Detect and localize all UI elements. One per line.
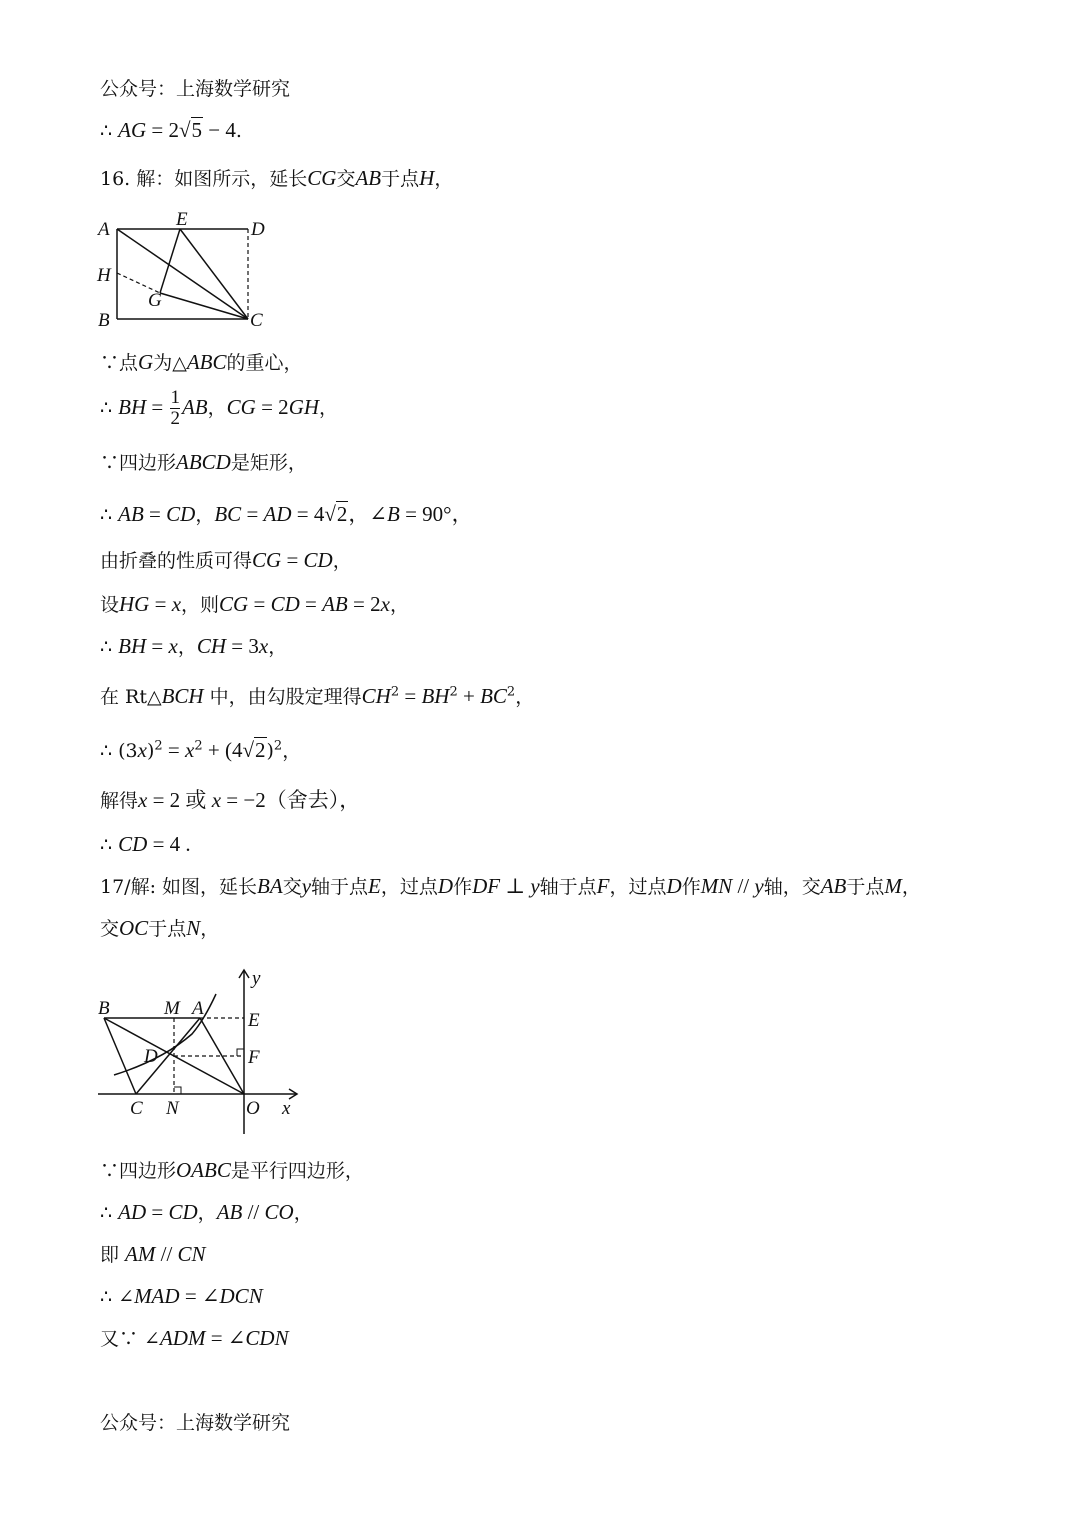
problem-17-intro-cont: 交OC于点N， <box>100 916 220 940</box>
label-d: D <box>251 219 265 240</box>
label-c: C <box>250 310 263 331</box>
line-bh-ch: ∴ BH = x，CH = 3x， <box>100 634 288 658</box>
label-f: F <box>248 1047 260 1068</box>
line-ag-result: ∴ AG = 2√5 − 4. <box>100 118 242 142</box>
label-b: B <box>98 310 110 331</box>
line-parallelogram: ∵四边形OABC是平行四边形， <box>100 1158 364 1182</box>
figure-parallelogram-oabc <box>92 962 312 1142</box>
label-d: D <box>144 1046 158 1067</box>
figure-rectangle-abcd <box>92 205 282 335</box>
line-am-cn: 即 AM // CN <box>100 1242 206 1266</box>
label-x: x <box>282 1098 291 1119</box>
line-cd-result: ∴ CD = 4 . <box>100 832 191 856</box>
line-solve: 解得x = 2 或 x = −2（舍去）， <box>100 788 361 812</box>
line-equation: ∴ $(3x)^2 = x^2 + (4√2)^2$， <box>100 738 302 762</box>
label-m: M <box>164 998 180 1019</box>
line-ab-cd: ∴ AB = CD，BC = AD = 4√2，∠B = 90°， <box>100 502 473 526</box>
line-rectangle: ∵四边形ABCD是矩形， <box>100 450 307 474</box>
label-e: E <box>176 209 188 230</box>
line-pythagoras: 在 Rt△BCH 中，由勾股定理得$CH^2 = BH^2 + BC^2$， <box>100 684 535 708</box>
line-folding: 由折叠的性质可得CG = CD， <box>100 548 352 572</box>
label-c: C <box>130 1098 143 1119</box>
label-a: A <box>192 998 204 1019</box>
line-let-hg: 设HG = x，则CG = CD = AB = 2x， <box>100 592 409 616</box>
line-angle-adm: 又∵ ∠ADM = ∠CDN <box>100 1326 289 1350</box>
label-h: H <box>97 265 111 286</box>
label-a: A <box>98 219 110 240</box>
line-centroid: ∵点G为△ABC的重心， <box>100 350 303 374</box>
line-ad-cd: ∴ AD = CD，AB // CO， <box>100 1200 313 1224</box>
label-b: B <box>98 998 110 1019</box>
header-watermark: 公众号：上海数学研究 <box>100 78 291 100</box>
label-n: N <box>166 1098 179 1119</box>
label-e: E <box>248 1010 260 1031</box>
line-angle-mad: ∴ ∠MAD = ∠DCN <box>100 1284 263 1308</box>
line-bh-half-ab: ∴ BH = $\frac{1}{2}$ AB，CG = 2GH， <box>100 387 339 429</box>
label-g: G <box>148 290 162 311</box>
footer-watermark: 公众号：上海数学研究 <box>100 1412 291 1434</box>
label-y: y <box>252 968 261 989</box>
problem-17-intro: 17/解: 如图，延长BA交y轴于点E，过点D作DF ⊥ y轴于点F，过点D作MN // y轴，交AB于点M， <box>100 874 921 898</box>
problem-16-intro: 16. 解：如图所示，延长CG交AB于点H， <box>100 166 454 190</box>
label-o: O <box>246 1098 260 1119</box>
